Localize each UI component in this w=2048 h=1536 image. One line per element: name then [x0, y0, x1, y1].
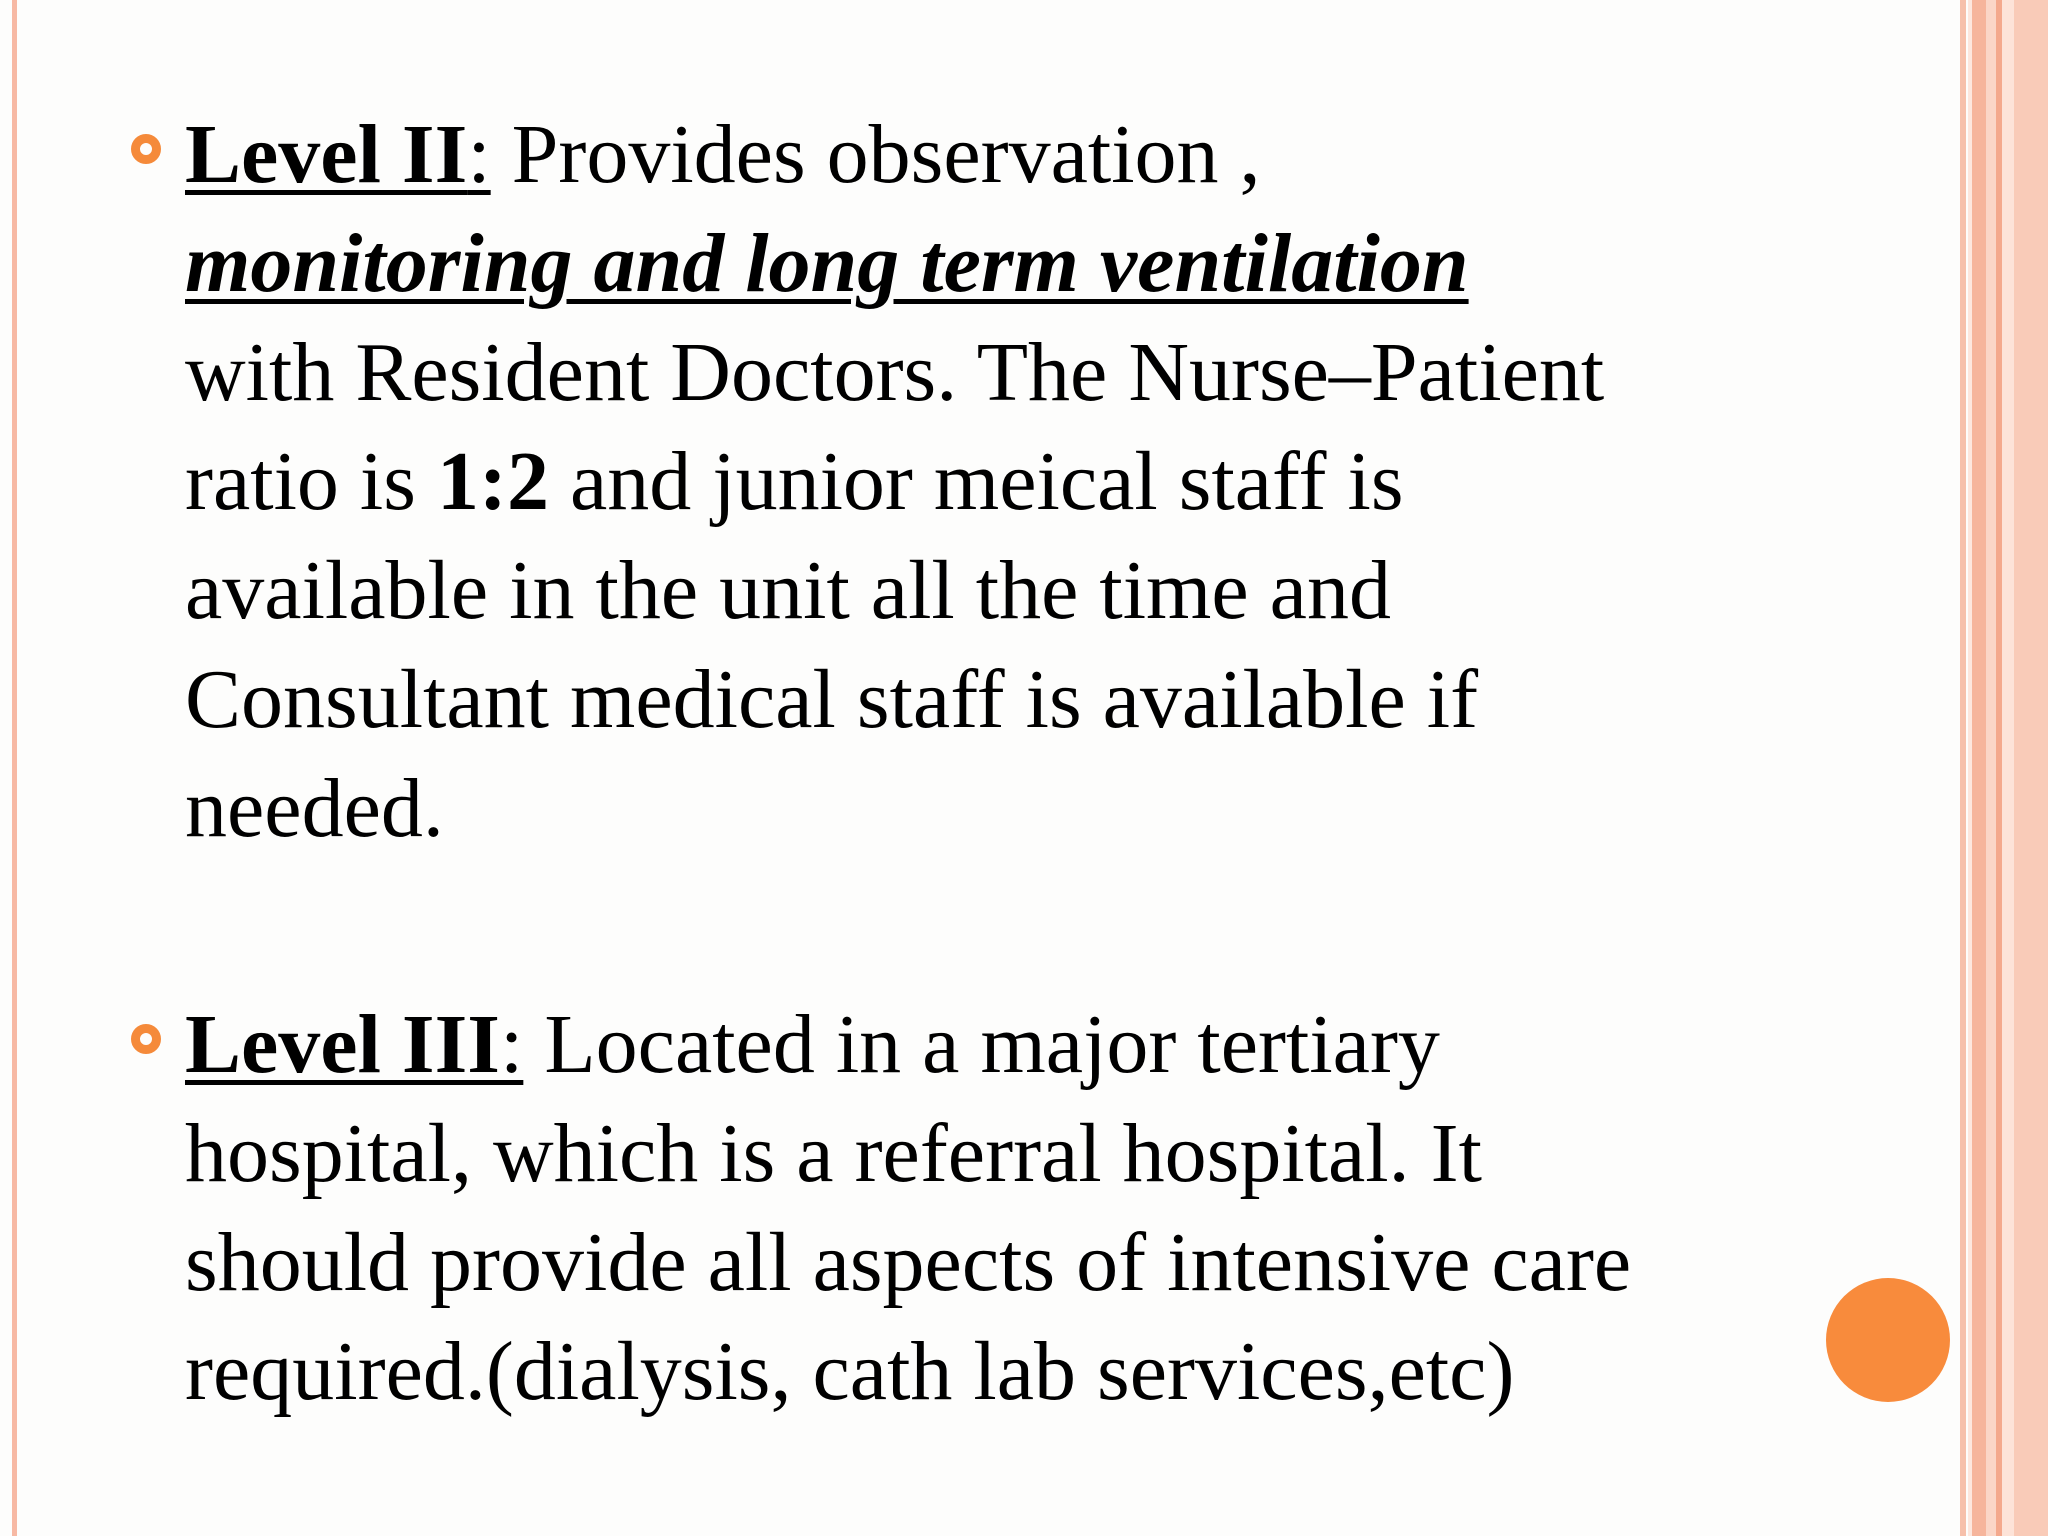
bullet-ring-icon — [131, 1024, 161, 1054]
left-border-line — [12, 0, 17, 1536]
heading-colon: : — [500, 998, 524, 1091]
right-decor-stripe — [1960, 0, 1966, 1536]
emphasis-text: monitoring and long term ventilation — [185, 217, 1469, 310]
bullet-text: ratio is — [185, 435, 437, 528]
bullet-line: needed. — [185, 762, 444, 855]
bullet-level-ii — [185, 100, 1785, 863]
bullet-line — [185, 209, 1785, 318]
right-decor-stripe — [2014, 0, 2048, 1536]
bullet-line: hospital, which is a referral hospital. It — [185, 1107, 1482, 1200]
bullet-text: Provides observation , — [490, 108, 1261, 201]
bullet-line — [185, 990, 1785, 1099]
bullet-text: Located in a major tertiary — [523, 998, 1440, 1091]
bullet-heading: Level III — [185, 998, 500, 1091]
bullet-text: and junior meical staff is — [548, 435, 1404, 528]
bullet-line: required.(dialysis, cath lab services,etc) — [185, 1325, 1515, 1418]
bullet-line: with Resident Doctors. The Nurse–Patient — [185, 326, 1605, 419]
heading-colon: : — [467, 108, 491, 201]
bullet-line: should provide all aspects of intensive care — [185, 1216, 1632, 1309]
bullet-line — [185, 427, 1785, 536]
right-decor-stripe — [2002, 0, 2014, 1536]
right-decor-stripe — [1986, 0, 1996, 1536]
ratio-value: 1:2 — [436, 435, 549, 528]
bullet-heading: Level II — [185, 108, 468, 201]
bullet-level-iii — [185, 990, 1785, 1426]
bullet-line — [185, 100, 1785, 209]
right-decor-stripe — [1972, 0, 1986, 1536]
orange-circle-decoration — [1826, 1278, 1950, 1402]
bullet-line: Consultant medical staff is available if — [185, 653, 1479, 746]
bullet-line: available in the unit all the time and — [185, 544, 1391, 637]
bullet-ring-icon — [131, 134, 161, 164]
